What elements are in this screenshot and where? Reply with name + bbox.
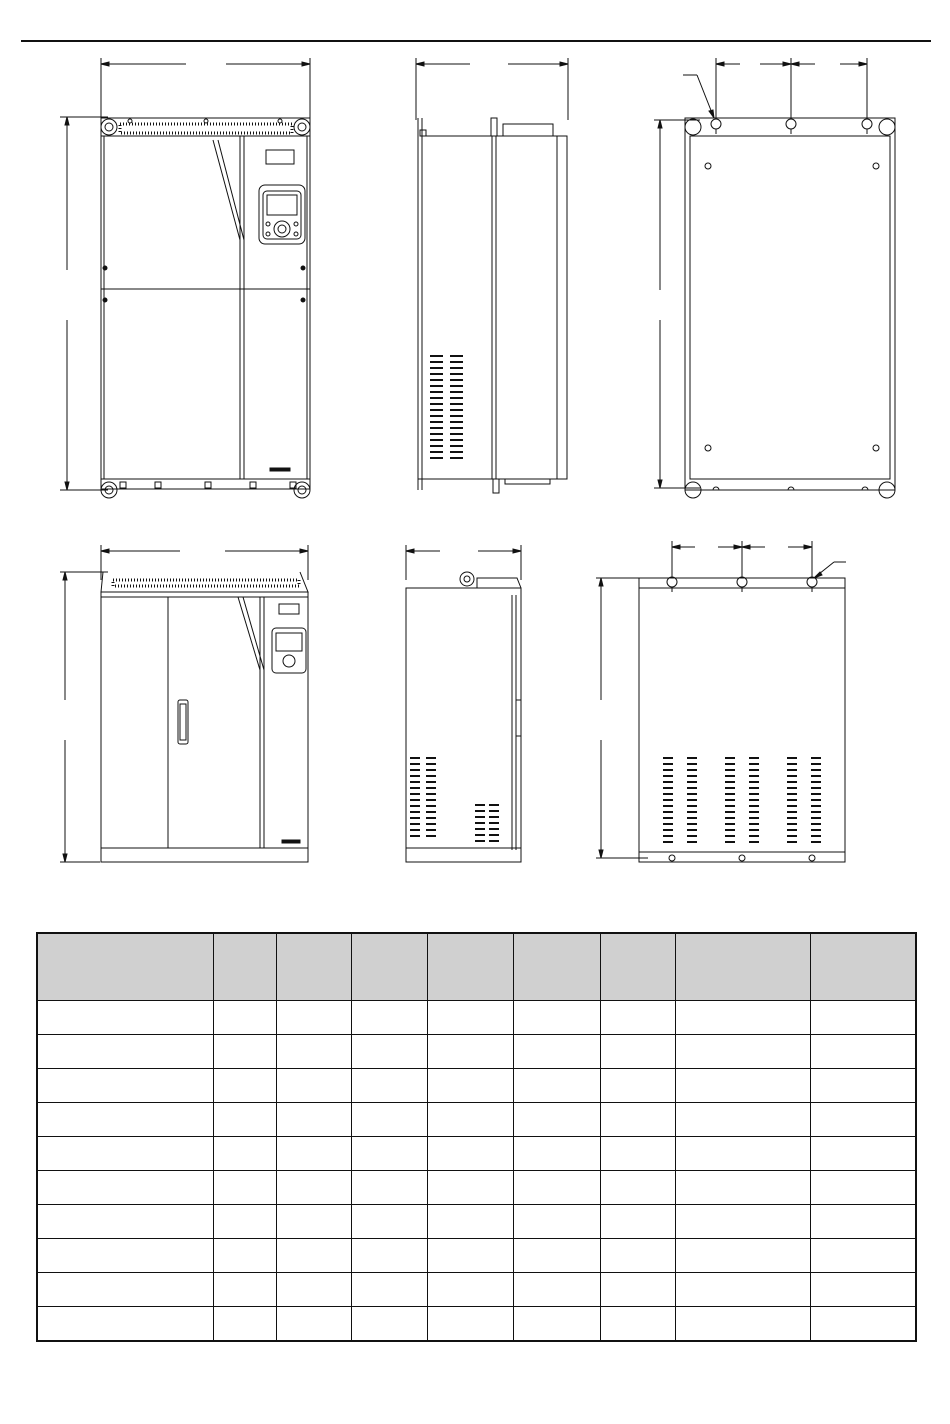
table-cell xyxy=(810,1069,916,1103)
table-cell xyxy=(600,1137,675,1171)
table-cell xyxy=(513,1307,600,1342)
table-cell xyxy=(427,1307,513,1342)
table-row xyxy=(37,1205,916,1239)
table-cell xyxy=(675,1273,810,1307)
large-frame-rear-view xyxy=(654,58,895,498)
table-row xyxy=(37,1103,916,1137)
table-cell xyxy=(351,1001,427,1035)
table-cell xyxy=(675,1205,810,1239)
table-cell xyxy=(351,1205,427,1239)
table-cell xyxy=(427,1069,513,1103)
table-row xyxy=(37,1035,916,1069)
table-cell xyxy=(810,1307,916,1342)
table-cell xyxy=(37,1069,213,1103)
table-row xyxy=(37,1307,916,1342)
table-cell xyxy=(600,1205,675,1239)
cabinet-rear-view xyxy=(596,541,846,862)
table-cell xyxy=(675,1069,810,1103)
table-cell xyxy=(276,1205,351,1239)
table-cell xyxy=(351,1171,427,1205)
large-frame-front-view xyxy=(60,58,310,498)
table-cell xyxy=(37,1001,213,1035)
table-cell xyxy=(600,1103,675,1137)
table-cell xyxy=(600,1035,675,1069)
table-row xyxy=(37,1069,916,1103)
table-cell xyxy=(427,1273,513,1307)
table-cell xyxy=(810,1001,916,1035)
table-header-cell xyxy=(351,933,427,1001)
table-cell xyxy=(675,1307,810,1342)
table-cell xyxy=(37,1239,213,1273)
table-header-cell xyxy=(276,933,351,1001)
table-row xyxy=(37,1171,916,1205)
table-cell xyxy=(513,1205,600,1239)
table-cell xyxy=(351,1069,427,1103)
table-cell xyxy=(276,1103,351,1137)
table-cell xyxy=(213,1069,276,1103)
table-cell xyxy=(351,1273,427,1307)
table-row xyxy=(37,1273,916,1307)
table-cell xyxy=(675,1171,810,1205)
table-cell xyxy=(513,1001,600,1035)
table-cell xyxy=(810,1273,916,1307)
table-cell xyxy=(427,1205,513,1239)
table-cell xyxy=(427,1137,513,1171)
table-cell xyxy=(37,1171,213,1205)
table-cell xyxy=(513,1035,600,1069)
table-cell xyxy=(600,1273,675,1307)
table-cell xyxy=(600,1307,675,1342)
table-cell xyxy=(276,1239,351,1273)
table-header-cell xyxy=(675,933,810,1001)
table-cell xyxy=(513,1069,600,1103)
cabinet-front-view xyxy=(60,545,308,862)
table-cell xyxy=(37,1137,213,1171)
table-header-cell xyxy=(427,933,513,1001)
table-cell xyxy=(675,1137,810,1171)
table-cell xyxy=(37,1205,213,1239)
table-cell xyxy=(675,1035,810,1069)
table-cell xyxy=(600,1239,675,1273)
table-row xyxy=(37,1001,916,1035)
large-frame-side-view xyxy=(416,58,568,493)
table-cell xyxy=(351,1239,427,1273)
table-cell xyxy=(276,1001,351,1035)
table-cell xyxy=(810,1171,916,1205)
table-cell xyxy=(213,1001,276,1035)
table-cell xyxy=(427,1239,513,1273)
table-cell xyxy=(427,1035,513,1069)
table-cell xyxy=(675,1239,810,1273)
table-header-row xyxy=(37,933,916,1001)
table-cell xyxy=(213,1273,276,1307)
table-cell xyxy=(600,1001,675,1035)
table-cell xyxy=(351,1307,427,1342)
table-header-cell xyxy=(810,933,916,1001)
table-cell xyxy=(213,1035,276,1069)
table-cell xyxy=(37,1103,213,1137)
table-cell xyxy=(600,1171,675,1205)
table-cell xyxy=(675,1001,810,1035)
table-cell xyxy=(213,1205,276,1239)
dimension-table xyxy=(36,932,917,1342)
table-cell xyxy=(213,1137,276,1171)
table-cell xyxy=(276,1273,351,1307)
table-cell xyxy=(600,1069,675,1103)
cabinet-side-view xyxy=(406,545,521,862)
table-cell xyxy=(276,1307,351,1342)
table-header-cell xyxy=(600,933,675,1001)
table-cell xyxy=(427,1171,513,1205)
table-cell xyxy=(810,1137,916,1171)
table-cell xyxy=(513,1103,600,1137)
table-cell xyxy=(427,1103,513,1137)
table-cell xyxy=(810,1103,916,1137)
table-cell xyxy=(213,1239,276,1273)
table-cell xyxy=(276,1035,351,1069)
table-cell xyxy=(276,1171,351,1205)
table-header-cell xyxy=(213,933,276,1001)
table-cell xyxy=(213,1171,276,1205)
table-cell xyxy=(513,1239,600,1273)
table-cell xyxy=(427,1001,513,1035)
table-cell xyxy=(810,1035,916,1069)
table-cell xyxy=(276,1137,351,1171)
table-cell xyxy=(276,1069,351,1103)
table-cell xyxy=(351,1035,427,1069)
table-header-cell xyxy=(513,933,600,1001)
table-cell xyxy=(810,1205,916,1239)
table-cell xyxy=(513,1137,600,1171)
table-header-cell xyxy=(37,933,213,1001)
table-cell xyxy=(213,1307,276,1342)
table-cell xyxy=(675,1103,810,1137)
table-cell xyxy=(513,1171,600,1205)
table-cell xyxy=(513,1273,600,1307)
table-row xyxy=(37,1239,916,1273)
table-cell xyxy=(351,1137,427,1171)
table-cell xyxy=(351,1103,427,1137)
table-cell xyxy=(37,1307,213,1342)
table-cell xyxy=(37,1273,213,1307)
table-row xyxy=(37,1137,916,1171)
table-cell xyxy=(810,1239,916,1273)
table-cell xyxy=(213,1103,276,1137)
table-cell xyxy=(37,1035,213,1069)
